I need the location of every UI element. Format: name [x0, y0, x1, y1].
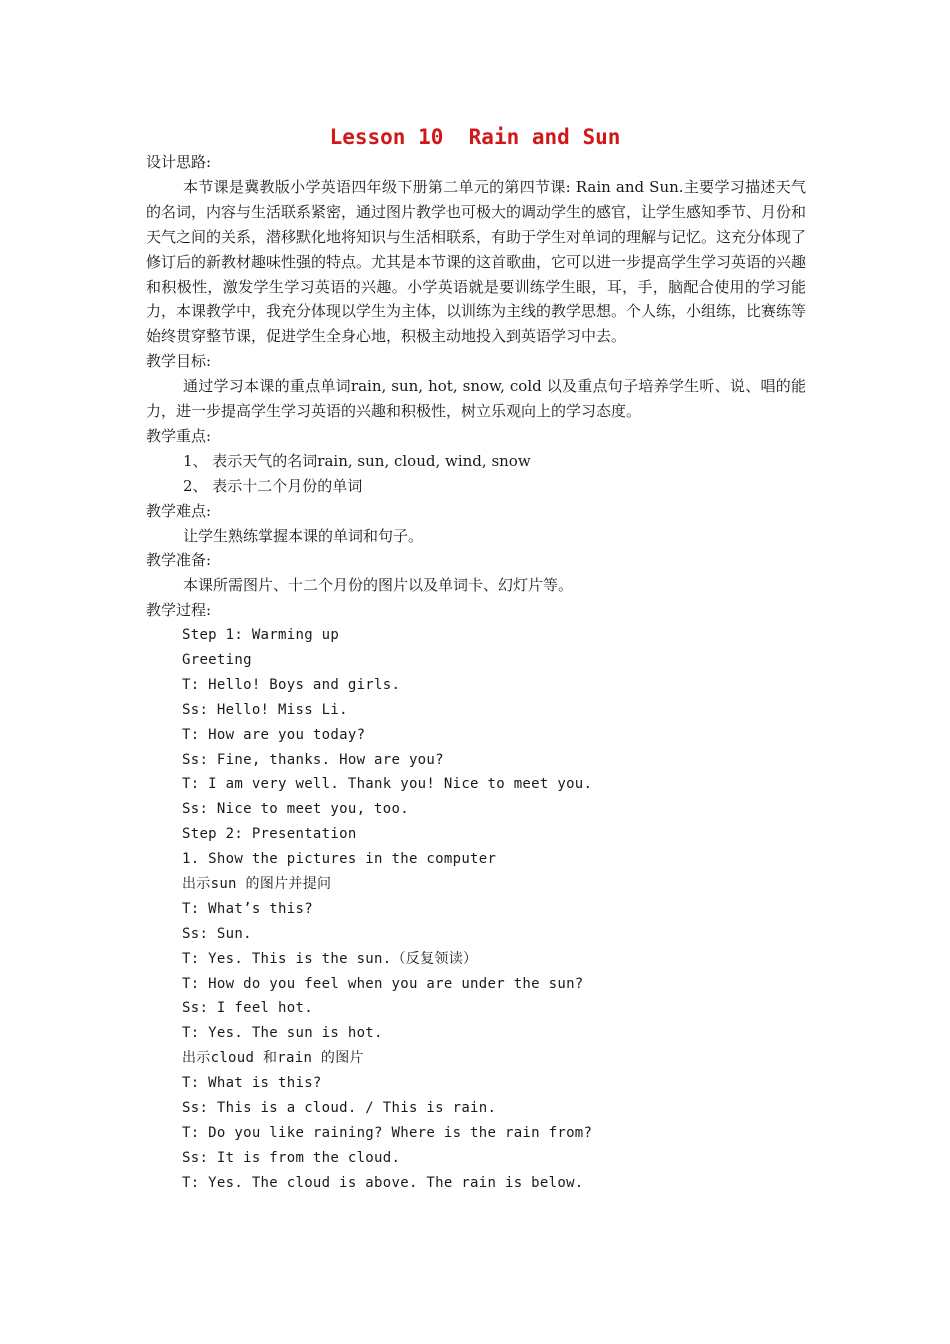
process-line: T: Hello! Boys and girls.: [182, 676, 401, 693]
key-point-item: 1、 表示天气的名词rain, sun, cloud, wind, snow: [183, 451, 531, 470]
process-line: 1. Show the pictures in the computer: [182, 851, 497, 868]
section-heading-preparation: 教学准备:: [146, 551, 212, 570]
section-heading-key-points: 教学重点:: [146, 426, 212, 445]
section-heading-process: 教学过程:: [146, 601, 212, 620]
process-line: 出示sun 的图片并提问: [182, 875, 332, 892]
process-line: T: What is this?: [182, 1075, 322, 1092]
difficulties-text: 让学生熟练掌握本课的单词和句子。: [183, 526, 424, 545]
process-line: T: Yes. This is the sun.（反复领读）: [182, 950, 478, 967]
section-heading-objectives: 教学目标:: [146, 352, 212, 371]
process-line: Greeting: [182, 651, 252, 668]
process-line: Ss: Hello! Miss Li.: [182, 701, 348, 718]
process-line: Step 2: Presentation: [182, 826, 357, 843]
process-line: T: What’s this?: [182, 900, 313, 917]
section-heading-design: 设计思路:: [146, 153, 212, 171]
process-line: Ss: It is from the cloud.: [182, 1149, 401, 1166]
section-heading-difficulties: 教学难点:: [146, 501, 212, 520]
design-paragraph: 本节课是冀教版小学英语四年级下册第二单元的第四节课: Rain and Sun.主要学习描述天气的名词，内容与生活联系紧密，通过图片教学也可极大的调动学生的感官，让学生感知季节、月份和天气之间的关系，潜移默化地将知识与生活相联系，有助于学生对单词的理解与记忆。这充分体现了修订后的新教材趣味性强的特点。尤其是本节课的这首歌曲，它可以进一步提高学生学习英语的兴趣和积极性，激发学生学习英语的兴趣。小学英语就是要训练学生眼，耳，手，脑配合使用的学习能力，本课教学中，我充分体现以学生为主体，以训练为主线的教学思想。个人练，小组练，比赛练等始终贯穿整节课，促进学生全身心地，积极主动地投入到英语学习中去。: [146, 177, 807, 346]
process-line: T: How do you feel when you are under the sun?: [182, 975, 584, 992]
process-line: Ss: Nice to meet you, too.: [182, 801, 409, 818]
process-line: Ss: Fine, thanks. How are you?: [182, 751, 444, 768]
process-line: Ss: I feel hot.: [182, 1000, 313, 1017]
page-title: Lesson 10 Rain and Sun: [329, 125, 621, 149]
process-line: T: I am very well. Thank you! Nice to meet you.: [182, 776, 593, 793]
process-line: T: Yes. The cloud is above. The rain is below.: [182, 1174, 584, 1191]
process-line: Ss: This is a cloud. / This is rain.: [182, 1099, 497, 1116]
process-line: Ss: Sun.: [182, 925, 252, 942]
process-line: T: Do you like raining? Where is the rain from?: [182, 1124, 593, 1141]
objectives-paragraph: 通过学习本课的重点单词rain, sun, hot, snow, cold 以及重点句子培养学生听、说、唱的能力，进一步提高学生学习英语的兴趣和积极性，树立乐观向上的学习态度。: [146, 377, 806, 421]
preparation-text: 本课所需图片、十二个月份的图片以及单词卡、幻灯片等。: [183, 576, 574, 595]
process-line: 出示cloud 和rain 的图片: [182, 1050, 364, 1067]
document-body: [146, 150, 806, 1196]
process-line: Step 1: Warming up: [182, 627, 340, 644]
process-lines: [146, 623, 806, 1195]
process-line: T: Yes. The sun is hot.: [182, 1025, 383, 1042]
key-point-item: 2、 表示十二个月份的单词: [183, 476, 363, 495]
process-line: T: How are you today?: [182, 726, 366, 743]
